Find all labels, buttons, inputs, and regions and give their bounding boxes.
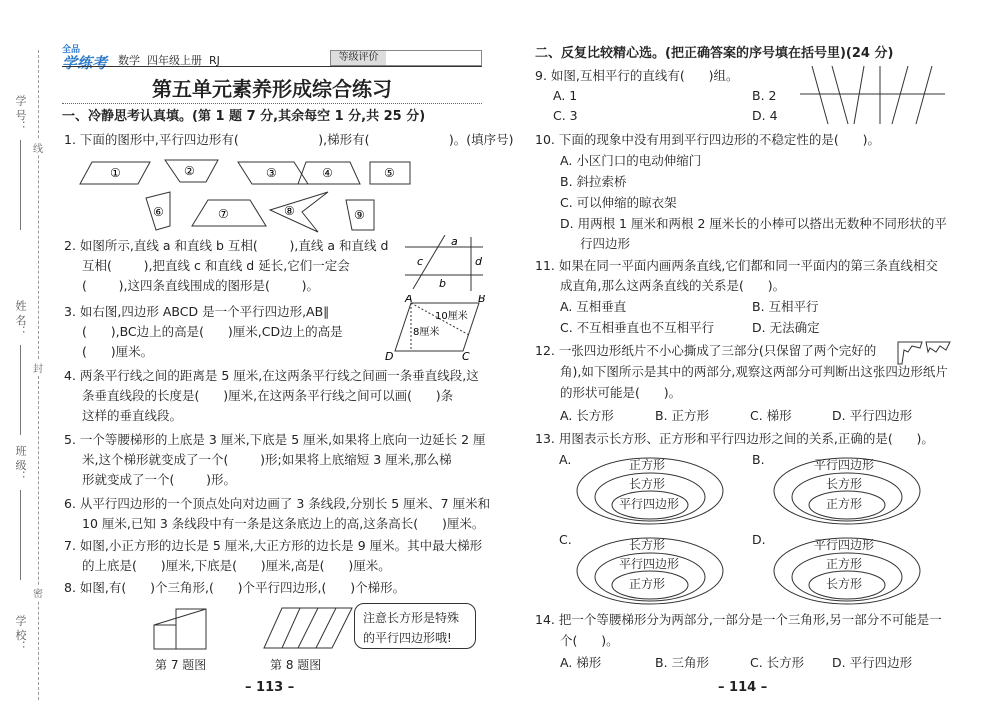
class-label: 班 级： — [14, 445, 27, 482]
shape-5 — [370, 162, 410, 184]
svg-text:⑤: ⑤ — [384, 166, 395, 180]
venn-middle-label: 平行四边形 — [619, 557, 680, 571]
question-7-line-2: 的上底是( )厘米,下底是( )厘米,高是( )厘米。 — [82, 558, 391, 573]
venn-outer-label: 平行四边形 — [814, 458, 875, 472]
shape-4 — [298, 162, 360, 184]
grade-box-label: 等级评价 — [331, 51, 386, 65]
q12-option-a: A. 长方形 — [560, 408, 614, 423]
section-1-heading: 一、冷静思考认真填。(第 1 题 7 分,其余每空 1 分,共 25 分) — [62, 109, 426, 124]
venn-inner-label: 正方形 — [629, 577, 666, 591]
venn-outer-label: 长方形 — [629, 538, 666, 552]
q7-squares-figure — [150, 605, 210, 651]
shape-8 — [270, 192, 328, 232]
tip-bubble-line-2: 的平行四边形哦! — [363, 631, 452, 645]
tip-bubble — [354, 603, 476, 649]
question-3-line-3: ( )厘米。 — [82, 344, 154, 359]
q14-option-b: B. 三角形 — [655, 655, 710, 670]
question-6-line-1: 6. 从平行四边形的一个顶点处向对边画了 3 条线段,分别长 5 厘米、7 厘米和 — [64, 496, 491, 511]
svg-text:C: C — [462, 350, 470, 361]
fig7-caption: 第 7 题图 — [155, 658, 207, 672]
venn-middle-label: 长方形 — [826, 477, 863, 491]
venn-inner-label: 正方形 — [826, 497, 863, 511]
venn-outer-label: 平行四边形 — [814, 538, 875, 552]
q9-lines-figure — [800, 64, 945, 126]
q14-option-d: D. 平行四边形 — [832, 655, 913, 670]
binding-margin — [0, 0, 52, 722]
seal-char: 封 — [33, 360, 43, 375]
question-13: 13. 用图表示长方形、正方形和平行四边形之间的关系,正确的是( )。 — [535, 431, 934, 446]
q9-option-d: D. 4 — [752, 108, 778, 123]
q9-option-b: B. 2 — [752, 88, 777, 103]
venn-letter: D. — [752, 532, 766, 547]
right-page-number: – 114 – — [718, 680, 768, 695]
question-14-line-2: 个( )。 — [560, 633, 619, 648]
question-3-line-1: 3. 如右图,四边形 ABCD 是一个平行四边形,AB∥ — [64, 304, 330, 319]
venn-middle-label: 正方形 — [826, 557, 863, 571]
svg-text:D: D — [385, 350, 394, 361]
question-8: 8. 如图,有( )个三角形,( )个平行四边形,( )个梯形。 — [64, 580, 406, 595]
q2-lines-figure — [405, 235, 485, 293]
q14-option-a: A. 梯形 — [560, 655, 602, 670]
q12-option-b: B. 正方形 — [655, 408, 710, 423]
brand-top: 全品 — [62, 45, 81, 55]
svg-text:c: c — [417, 255, 424, 268]
question-14-line-1: 14. 把一个等腰梯形分为两部分,一部分是一个三角形,另一部分不可能是一 — [535, 612, 942, 627]
svg-text:④: ④ — [322, 166, 333, 180]
question-2-line-3: ( ),这四条直线围成的图形是( )。 — [82, 278, 320, 293]
q12-torn-corners-figure — [896, 338, 952, 366]
venn-option-a — [555, 452, 725, 524]
shape-3 — [238, 162, 308, 184]
svg-text:⑨: ⑨ — [354, 208, 365, 222]
shape-6 — [146, 192, 170, 230]
svg-text:B: B — [478, 295, 486, 305]
q10-option-a: A. 小区门口的电动伸缩门 — [560, 153, 702, 168]
brand-main: 学练考 — [62, 54, 108, 72]
question-12-line-1: 12. 一张四边形纸片不小心撕成了三部分(只保留了两个完好的 — [535, 343, 877, 358]
venn-letter: C. — [559, 532, 572, 547]
svg-text:8厘米: 8厘米 — [413, 327, 440, 338]
svg-text:⑥: ⑥ — [153, 205, 164, 219]
q3-parallelogram-figure — [383, 295, 488, 361]
svg-text:a: a — [451, 235, 458, 248]
question-4-line-2: 条垂直线段的长度是( )厘米,在这两条平行线之间可以画( )条 — [82, 388, 454, 403]
tip-bubble-line-1: 注意长方形是特殊 — [363, 611, 460, 625]
q10-option-d-line-1: D. 用两根 1 厘米和两根 2 厘米长的小棒可以搭出无数种不同形状的平 — [560, 216, 947, 231]
shape-2 — [165, 160, 218, 182]
q9-option-c: C. 3 — [553, 108, 578, 123]
question-3-line-2: ( ),BC边上的高是( )厘米,CD边上的高是 — [82, 324, 343, 339]
name-line — [20, 345, 21, 435]
question-2-line-2: 互相( ),把直线 c 和直线 d 延长,它们一定会 — [82, 258, 350, 273]
shape-9 — [346, 200, 374, 230]
q8-parallelograms-figure — [260, 604, 360, 650]
venn-option-c — [555, 532, 725, 604]
question-5-line-2: 米,这个梯形就变成了一个( )形;如果将上底缩短 3 厘米,那么梯 — [82, 452, 452, 467]
q12-option-d: D. 平行四边形 — [832, 408, 913, 423]
question-2-line-1: 2. 如图所示,直线 a 和直线 b 互相( ),直线 a 和直线 d — [64, 238, 389, 253]
question-12-line-3: 的形状可能是( )。 — [560, 385, 682, 400]
question-7-line-1: 7. 如图,小正方形的边长是 5 厘米,大正方形的边长是 9 厘米。其中最大梯形 — [64, 538, 483, 553]
seal-char: 密 — [33, 585, 43, 600]
svg-text:10厘米: 10厘米 — [435, 311, 468, 322]
question-11-line-2: 成直角,那么这两条直线的关系是( )。 — [560, 278, 786, 293]
svg-text:⑦: ⑦ — [218, 207, 229, 221]
q10-option-b: B. 斜拉索桥 — [560, 174, 627, 189]
q11-option-d: D. 无法确定 — [752, 320, 820, 335]
q10-option-c: C. 可以伸缩的晾衣架 — [560, 195, 677, 210]
page-title: 第五单元素养形成综合练习 — [152, 77, 392, 101]
student-id-label: 学 号： — [14, 95, 27, 132]
q9-option-a: A. 1 — [553, 88, 578, 103]
q12-option-c: C. 梯形 — [750, 408, 792, 423]
question-4-line-3: 这样的垂直线段。 — [82, 408, 183, 423]
question-12-line-2: 角),如下图所示是其中的两部分,观察这两部分可判断出这张四边形纸片 — [560, 364, 948, 379]
question-11-line-1: 11. 如果在同一平面内画两条直线,它们都和同一平面内的第三条直线相交 — [535, 258, 938, 273]
svg-text:b: b — [439, 277, 446, 290]
school-label: 学 校： — [14, 615, 27, 652]
q14-option-c: C. 长方形 — [750, 655, 805, 670]
section-2-heading: 二、反复比较精心选。(把正确答案的序号填在括号里)(24 分) — [535, 46, 894, 61]
student-id-line — [20, 140, 21, 230]
q11-option-b: B. 互相平行 — [752, 299, 819, 314]
title-rule — [62, 103, 482, 104]
question-4-line-1: 4. 两条平行线之间的距离是 5 厘米,在这两条平行线之间画一条垂直线段,这 — [64, 368, 479, 383]
venn-letter: A. — [559, 452, 572, 467]
venn-option-d — [748, 532, 923, 604]
seal-char: 线 — [33, 140, 43, 155]
q11-option-a: A. 互相垂直 — [560, 299, 627, 314]
svg-text:③: ③ — [266, 166, 277, 180]
fig8-caption: 第 8 题图 — [270, 658, 322, 672]
q11-option-c: C. 不互相垂直也不互相平行 — [560, 320, 715, 335]
venn-letter: B. — [752, 452, 765, 467]
left-page-number: – 113 – — [245, 680, 295, 695]
brand-logo — [62, 45, 107, 71]
shape-1 — [80, 162, 150, 184]
question-5-line-1: 5. 一个等腰梯形的上底是 3 厘米,下底是 5 厘米,如果将上底向一边延长 2 厘 — [64, 432, 486, 447]
header-rule — [62, 66, 482, 67]
q1-shapes-figure — [70, 152, 430, 238]
venn-middle-label: 长方形 — [629, 477, 666, 491]
question-9: 9. 如图,互相平行的直线有( )组。 — [535, 68, 739, 83]
svg-text:d: d — [475, 255, 482, 268]
venn-outer-label: 正方形 — [629, 458, 666, 472]
venn-option-b — [748, 452, 923, 524]
svg-text:A: A — [405, 295, 413, 305]
question-6-line-2: 10 厘米,已知 3 条线段中有一条是这条底边上的高,这条高长( )厘米。 — [82, 516, 485, 531]
name-label: 姓 名： — [14, 300, 27, 337]
q10-option-d-line-2: 行四边形 — [580, 236, 631, 251]
book-meta: 数学 四年级上册 RJ — [118, 54, 220, 67]
question-1: 1. 下面的图形中,平行四边形有( ),梯形有( )。(填序号) — [64, 132, 514, 147]
question-10: 10. 下面的现象中没有用到平行四边形的不稳定性的是( )。 — [535, 132, 880, 147]
question-5-line-3: 形就变成了一个( )形。 — [82, 472, 237, 487]
venn-inner-label: 平行四边形 — [619, 497, 680, 511]
svg-text:②: ② — [184, 164, 195, 178]
svg-text:⑧: ⑧ — [284, 204, 295, 218]
class-line — [20, 490, 21, 580]
shape-7 — [192, 200, 266, 226]
venn-inner-label: 长方形 — [826, 577, 863, 591]
grade-box — [330, 50, 482, 66]
svg-text:①: ① — [110, 166, 121, 180]
